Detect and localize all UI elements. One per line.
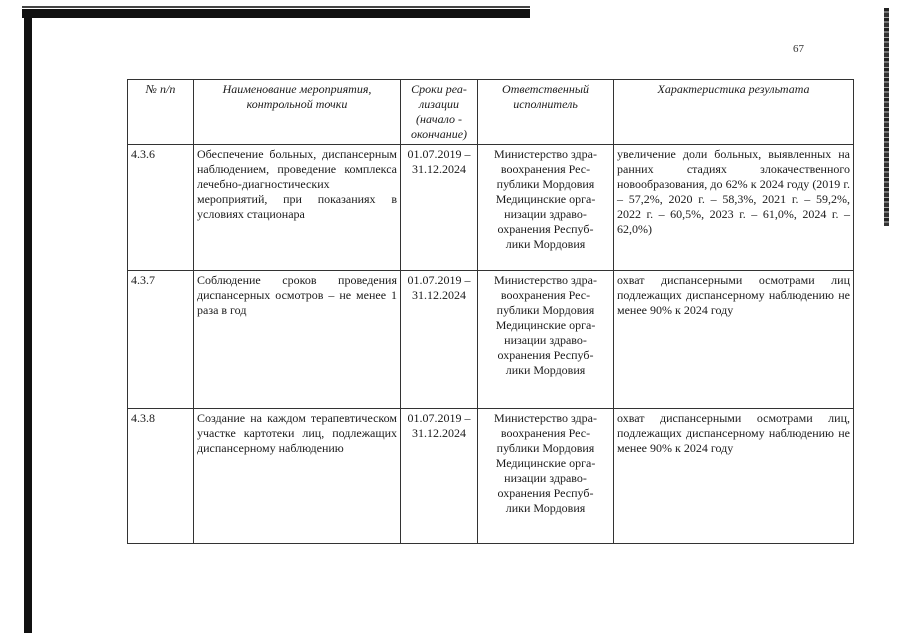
header-deadlines: Сроки реа- лизации (начало - окончание)	[401, 80, 478, 145]
row-activity-name: Соблюдение сроков проведения диспансерных осмотров – не менее 1 раза в год	[194, 271, 401, 409]
row-executor: Министерство здра- воохранения Рес- публики Мордовия Медицинские орга- низации здраво- охранения Респуб- лики Мордовия	[478, 271, 614, 409]
row-number: 4.3.8	[128, 409, 194, 544]
scan-border-left	[24, 13, 32, 633]
table-header-row	[128, 80, 854, 145]
row-result: охват диспансерными осмотрами лиц, подлежащих диспансерному наблюдению не менее 90% к 2024 году	[614, 409, 854, 544]
row-number: 4.3.7	[128, 271, 194, 409]
row-activity-name: Создание на каждом терапевтическом участке картотеки лиц, подлежащих диспансерному наблюдению	[194, 409, 401, 544]
scan-border-top-thin	[22, 6, 530, 8]
header-number: № п/п	[128, 80, 194, 145]
scan-edge-right	[884, 8, 889, 226]
row-number: 4.3.6	[128, 145, 194, 271]
header-result: Характеристика результата	[614, 80, 854, 145]
activities-table	[127, 79, 854, 544]
row-dates: 01.07.2019 – 31.12.2024	[401, 145, 478, 271]
scan-border-top	[22, 9, 530, 18]
row-activity-name: Обеспечение больных, диспансерным наблюдением, проведение комплекса лечебно-диагностических мероприятий, при показаниях в условиях стационара	[194, 145, 401, 271]
header-activity-name: Наименование мероприятия, контрольной точки	[194, 80, 401, 145]
row-dates: 01.07.2019 – 31.12.2024	[401, 271, 478, 409]
row-result: охват диспансерными осмотрами лиц подлежащих диспансерному наблюдению не менее 90% к 2024 году	[614, 271, 854, 409]
row-dates: 01.07.2019 – 31.12.2024	[401, 409, 478, 544]
row-executor: Министерство здра- воохранения Рес- публики Мордовия Медицинские орга- низации здраво- охранения Респуб- лики Мордовия	[478, 409, 614, 544]
table-row	[128, 145, 854, 271]
table-row	[128, 271, 854, 409]
table-row	[128, 409, 854, 544]
header-executor: Ответственный исполнитель	[478, 80, 614, 145]
row-result: увеличение доли больных, выявленных на ранних стадиях злокачественного новообразования, до 62% к 2024 году (2019 г. – 57,2%, 2020 г. – 58,3%, 2021 г. – 59,2%, 2022 г. – 60,5%, 2023 г. – 61,0%, 2024 г. – 62,0%)	[614, 145, 854, 271]
row-executor: Министерство здра- воохранения Рес- публики Мордовия Медицинские орга- низации здраво- охранения Респуб- лики Мордовия	[478, 145, 614, 271]
page-number: 67	[793, 43, 804, 55]
